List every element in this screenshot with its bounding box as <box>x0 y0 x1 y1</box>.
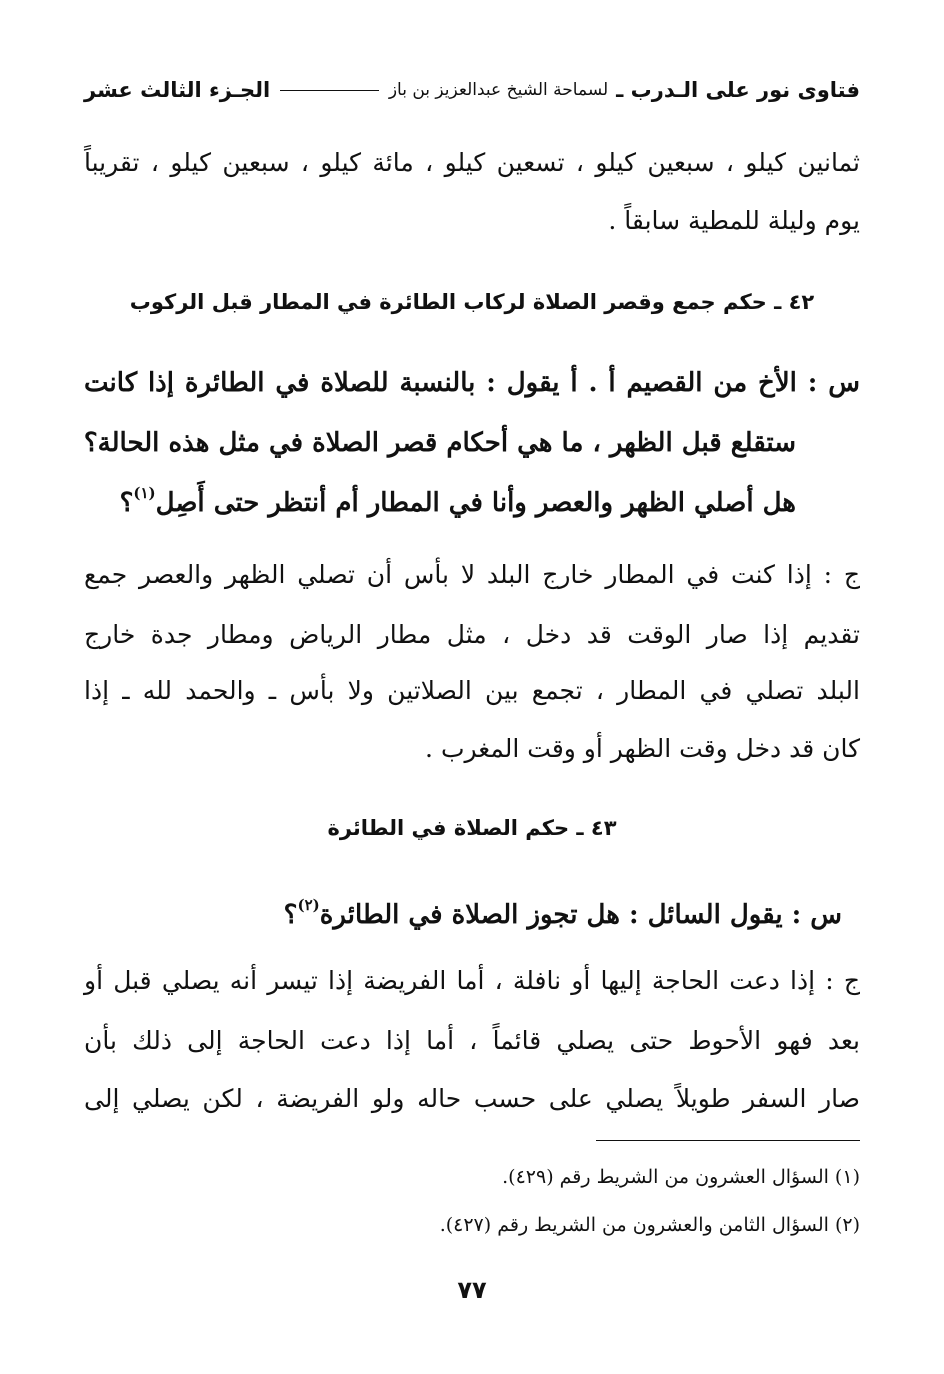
question-text: هل أصلي الظهر والعصر وأنا في المطار أم أنتظر حتى أَصِل <box>155 488 796 518</box>
header-book-title: فتاوى نور على الـدرب ـ <box>616 78 860 102</box>
footnote: (٢) السؤال الثامن والعشرون من الشريط رقم (٤٢٧). <box>439 1214 860 1236</box>
header-title-group <box>270 78 860 102</box>
footnote-ref-1: (١) <box>133 484 156 502</box>
question-text: س : يقول السائل : هل تجوز الصلاة في الطائرة <box>319 900 842 930</box>
footnote-separator <box>596 1140 860 1141</box>
fatwa-43-title: ٤٣ ـ حكم الصلاة في الطائرة <box>327 816 617 840</box>
body-line: ثمانين كيلو ، سبعين كيلو ، تسعين كيلو ، مائة كيلو ، سبعين كيلو ، تقريباً <box>84 148 860 177</box>
fatwa-42-question-line: ستقلع قبل الظهر ، ما هي أحكام قصر الصلاة في مثل هذه الحالة؟ <box>83 428 796 458</box>
header-rule <box>280 90 379 91</box>
fatwa-42-question-line: س : الأخ من القصيم أ . أ يقول : بالنسبة للصلاة في الطائرة إذا كانت <box>84 368 860 398</box>
running-header <box>84 72 860 108</box>
header-part: الجـزء الثالث عشر <box>84 78 271 102</box>
footnote-ref-2: (٢) <box>297 896 320 914</box>
fatwa-42-question-line-last <box>119 484 796 519</box>
body-line: يوم وليلة للمطية سابقاً . <box>608 206 860 235</box>
fatwa-42-answer-line: تقديم إذا صار الوقت قد دخل ، مثل مطار الرياض ومطار جدة خارج <box>84 620 860 649</box>
question-mark: ؟ <box>119 488 134 518</box>
fatwa-43-answer-line: صار السفر طويلاً يصلي على حسب حاله ولو الفريضة ، لكن يصلي إلى <box>84 1084 860 1113</box>
fatwa-43-answer-line: ج : إذا دعت الحاجة إليها أو نافلة ، أما الفريضة إذا تيسر أنه يصلي قبل أو <box>84 966 860 995</box>
footnote: (١) السؤال العشرون من الشريط رقم (٤٢٩). <box>502 1166 860 1188</box>
page-number: ٧٧ <box>457 1276 487 1304</box>
header-author: لسماحة الشيخ عبدالعزيز بن باز <box>388 80 609 100</box>
fatwa-42-answer-line: كان قد دخل وقت الظهر أو وقت المغرب . <box>425 734 860 763</box>
question-mark: ؟ <box>283 900 298 930</box>
fatwa-42-answer-line: ج : إذا كنت في المطار خارج البلد لا بأس أن تصلي الظهر والعصر جمع <box>84 560 860 589</box>
fatwa-42-title: ٤٢ ـ حكم جمع وقصر الصلاة لركاب الطائرة في المطار قبل الركوب <box>129 290 815 314</box>
fatwa-43-question <box>283 896 842 931</box>
fatwa-43-answer-line: بعد فهو الأحوط حتى يصلي قائماً ، أما إذا دعت الحاجة إلى ذلك بأن <box>84 1026 860 1055</box>
fatwa-42-answer-line: البلد تصلي في المطار ، تجمع بين الصلاتين ولا بأس ـ والحمد لله ـ إذا <box>84 676 860 705</box>
